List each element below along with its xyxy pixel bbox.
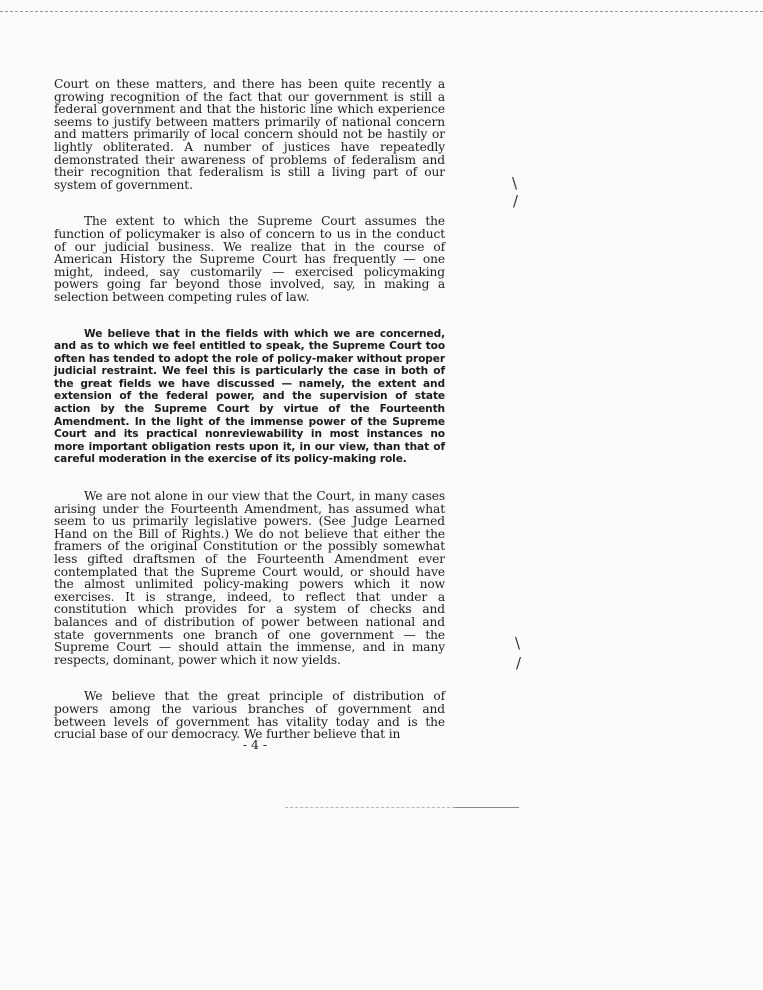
paragraph-3-bold: We believe that in the fields with which we are concerned, and as to which we feel entitled to speak, the Supreme Court too often has tended to adopt the role of policy-maker without proper judicial restraint. We feel this is particularly the case in both of the great fields we have discussed — namely, the extent and extension of the federal power, and the supervision of state action by the Supreme Court by virtue of the Fourteenth Amendment. In the light of the immense power of the Supreme Court and its practical nonreviewability in most instances no more important obligation rests upon it, in our view, than that of careful moderation in the exercise of its policy-making role. xyxy=(54,327,445,466)
margin-mark-4: / xyxy=(516,654,522,672)
document-body xyxy=(54,78,445,741)
paragraph-5: We believe that the great principle of distribution of powers among the various branches of government and between levels of government has vitality today and is the crucial base of our democracy. We further believe that in xyxy=(54,689,445,742)
bottom-dashed-rule xyxy=(285,807,455,808)
top-edge-rule xyxy=(0,11,763,12)
margin-mark-3: \ xyxy=(515,634,521,652)
margin-mark-1: \ xyxy=(512,174,518,192)
page-number: - 4 - xyxy=(242,737,268,752)
paragraph-2: The extent to which the Supreme Court assumes the function of policymaker is also of concern to us in the conduct of our judicial business. We realize that in the course of American History the Supreme Court has frequently — one might, indeed, say customarily — exercised policymaking powers going far beyond those involved, say, in making a selection between competing rules of law. xyxy=(54,214,445,304)
paragraph-4: We are not alone in our view that the Court, in many cases arising under the Fourteenth Amendment, has assumed what seem to us primarily legislative powers. (See Judge Learned Hand on the Bill of Rights.) We do not believe that either the framers of the original Constitution or the possibly somewhat less gifted draftsmen of the Fourteenth Amendment ever contemplated that the Supreme Court would, or should have the almost unlimited policy-making powers which it now exercises. It is strange, indeed, to reflect that under a constitution which provides for a system of checks and balances and of distribution of power between national and state governments one branch of one government — the Supreme Court — should attain the immense, and in many respects, dominant, power which it now yields. xyxy=(54,489,445,667)
bottom-solid-rule xyxy=(455,807,519,808)
paragraph-1: Court on these matters, and there has been quite recently a growing recognition of the fact that our government is still a federal government and that the historic line which experience seems to justify between matters primarily of national concern and matters primarily of local concern should not be hastily or lightly obliterated. A number of justices have repeatedly demonstrated their awareness of problems of federalism and their recognition that federalism is still a living part of our system of government. xyxy=(54,77,445,192)
margin-mark-2: / xyxy=(513,192,519,210)
